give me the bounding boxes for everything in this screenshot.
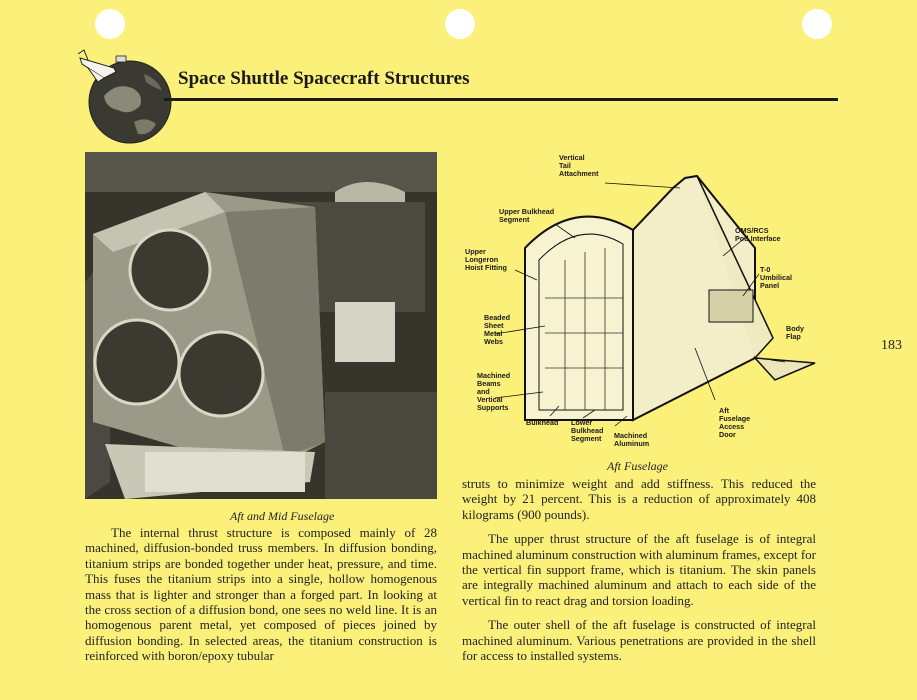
page-number: 183	[881, 338, 902, 353]
binder-hole-left	[95, 9, 125, 39]
label-lower-bulkhead-segment: Lower Bulkhead Segment	[571, 418, 604, 443]
title-rule	[164, 98, 838, 101]
label-upper-longeron-hoist-fitting: Upper Longeron Hoist Fitting	[465, 247, 507, 272]
label-beaded-sheet-metal-webs: Beaded Sheet Metal Webs	[484, 313, 510, 346]
binder-hole-right	[802, 9, 832, 39]
page-title: Space Shuttle Spacecraft Structures	[178, 68, 470, 89]
label-t0-umbilical-panel: T-0 Umbilical Panel	[760, 265, 792, 290]
label-machined-beams-vertical-supports: Machined Beams and Vertical Supports	[477, 371, 511, 412]
label-oms-rcs-pod-interface: OMS/RCS Pod Interface	[735, 226, 781, 243]
label-bulkhead: Bulkhead	[526, 418, 559, 427]
aft-fuselage-diagram	[455, 148, 825, 458]
right-column-text	[462, 476, 816, 663]
diagram-caption: Aft Fuselage	[607, 459, 668, 473]
label-upper-bulkhead-segment: Upper Bulkhead Segment	[499, 207, 555, 224]
paragraph-upper-thrust-structure: The upper thrust structure of the aft fuselage is of integral machined aluminum construction with aluminum frames, except for the vertical fin support frame, which is titanium. The skin panels are integrally machined aluminum and attach to each side of the vertical fin to react drag and torsion loading.	[462, 531, 816, 608]
aft-mid-fuselage-photo	[85, 152, 437, 499]
shuttle-globe-logo	[74, 46, 174, 146]
photo-caption: Aft and Mid Fuselage	[230, 509, 335, 523]
label-vertical-tail-attachment: Vertical Tail Attachment	[559, 153, 599, 178]
label-machined-aluminum: Machined Aluminum	[614, 431, 650, 448]
label-aft-fuselage-access-door: Aft Fuselage Access Door	[719, 406, 751, 439]
paragraph-outer-shell: The outer shell of the aft fuselage is constructed of integral machined aluminum. Various penetrations are provided in the shell for access to installed systems.	[462, 617, 816, 664]
paragraph-thrust-structure: The internal thrust structure is composed mainly of 28 machined, diffusion-bonded truss members. In diffusion bonding, titanium strips are bonded together under heat, pressure, and time. This fuses the titanium strips into a single, hollow homogenous mass that is lighter and stronger than a forged part. In looking at the cross section of a diffusion bond, one sees no weld line. It is an homogenous parent metal, yet composed of pieces joined by diffusion bonding. In selected areas, the titanium construction is reinforced with boron/epoxy tubular	[85, 525, 437, 664]
paragraph-struts-continuation: struts to minimize weight and add stiffness. This reduced the weight by 21 percent. This is a reduction of approximately 408 kilograms (900 pounds).	[462, 476, 816, 522]
label-body-flap: Body Flap	[786, 324, 804, 341]
binder-hole-center	[445, 9, 475, 39]
left-column-text	[85, 525, 437, 664]
